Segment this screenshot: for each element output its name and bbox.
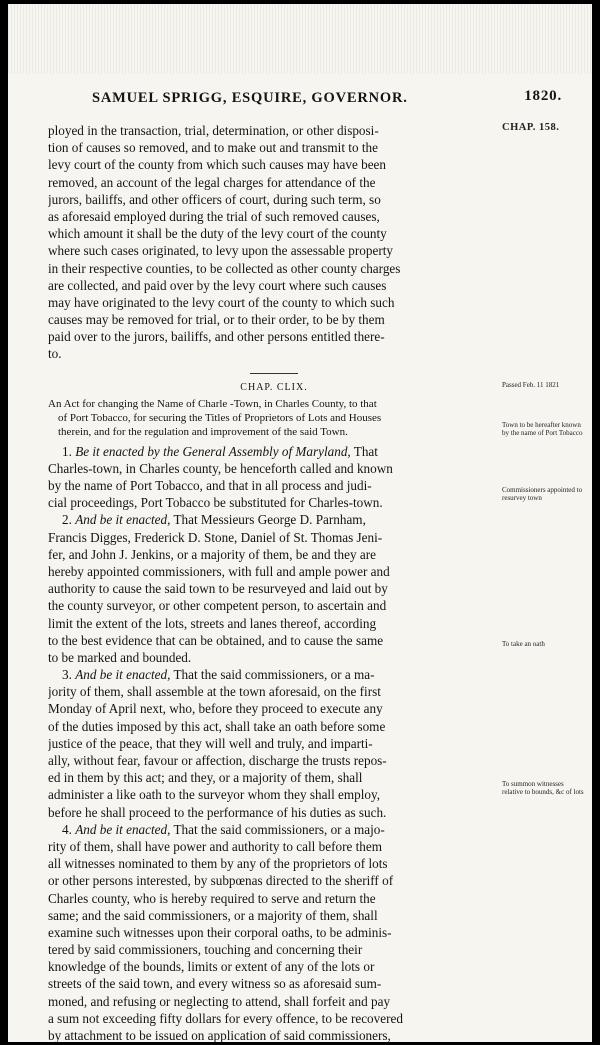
text-line: jority of them, shall assemble at the town aforesaid, on the first	[48, 684, 381, 700]
title-line: of Port Tobacco, for securing the Titles of Proprietors of Lots and Houses	[58, 411, 382, 424]
text-line: rity of them, shall have power and authority to call before them	[48, 838, 382, 854]
section-text: That the said commissioners, or a ma-	[173, 667, 375, 683]
main-text	[48, 122, 500, 1042]
margin-note-4: To summon witnesses relative to bounds, &c of lots	[502, 780, 584, 796]
section-text: That Messieurs George D. Parnham,	[173, 512, 366, 528]
section-first-line	[48, 821, 500, 838]
text-line: by attachment to be issued on application of said commissioners,	[48, 1028, 391, 1042]
section-text: That the said commissioners, or a majo-	[173, 821, 385, 837]
text-line: hereby appointed commissioners, with full and ample power and	[48, 563, 390, 579]
section-3	[48, 666, 500, 821]
continuation-paragraph	[48, 122, 500, 363]
section-number: 4.	[62, 821, 72, 837]
text-line: fer, and John J. Jenkins, or a majority of them, be and they are	[48, 546, 376, 562]
text-line: before he shall proceed to the performance of his duties as such.	[48, 804, 387, 820]
text-line: ployed in the transaction, trial, determination, or other disposi-	[48, 123, 379, 138]
text-line: cial proceedings, Port Tobacco be substituted for Charles-town.	[48, 495, 383, 511]
text-line: or other persons interested, by subpœnas directed to the sheriff of	[48, 873, 394, 889]
text-line: limit the extent of the lots, streets and lanes thereof, according	[48, 615, 377, 631]
text-line: the county surveyor, or other competent person, to ascertain and	[48, 598, 387, 614]
page-number: 1820.	[524, 88, 562, 104]
text-line: Charles-town, in Charles county, be henceforth called and known	[48, 460, 393, 476]
text-line: moned, and refusing or neglecting to attend, shall forfeit and pay	[48, 993, 391, 1009]
margin-chapter-ref: CHAP. 158.	[502, 122, 560, 133]
chapter-heading: CHAP. CLIX.	[240, 381, 308, 393]
text-line: same; and the said commissioners, or a majority of them, shall	[48, 907, 378, 923]
text-line: examine such witnesses upon their corporal oaths, to be adminis-	[48, 924, 392, 940]
section-text: That	[353, 443, 378, 459]
text-line: administer a like oath to the surveyor whom they shall employ,	[48, 787, 381, 803]
text-line: jurors, bailiffs, and other officers of court, during such term, so	[48, 191, 381, 207]
margin-note-2: Commissioners appointed to resurvey town	[502, 486, 583, 502]
text-line: in their respective counties, to be collected as other county charges	[48, 260, 401, 276]
text-line: justice of the peace, that they will well and truly, and imparti-	[48, 735, 373, 751]
text-line: Charles county, who is hereby required to serve and return the	[48, 890, 376, 906]
text-line: streets of the said town, and every witness so as aforesaid sum-	[48, 976, 382, 992]
text-line: removed, an account of the legal charges for attendance of the	[48, 174, 376, 190]
text-line: may have originated to the levy court of the county to which such	[48, 294, 395, 310]
margin-note-1: Town to be hereafter known by the name of Port Tobacco	[502, 421, 583, 437]
enacting-clause: And be it enacted,	[75, 667, 171, 683]
text-line: Monday of April next, who, before they proceed to execute any	[48, 701, 383, 717]
book-page	[8, 4, 592, 1042]
enacting-clause: Be it enacted by the General Assembly of Maryland,	[75, 443, 351, 459]
text-line: by the name of Port Tobacco, and that in all process and judi-	[48, 478, 372, 493]
enacting-clause: And be it enacted,	[75, 821, 171, 837]
text-line: Francis Digges, Frederick D. Stone, Daniel of St. Thomas Jeni-	[48, 529, 383, 545]
margin-note-passed: Passed Feb. 11 1821	[502, 381, 560, 389]
section-first-line	[48, 666, 500, 683]
text-line: ally, without fear, favour or affection, discharge the trusts repos-	[48, 753, 387, 768]
section-2	[48, 511, 500, 666]
text-line: to the best evidence that can be obtained, and to cause the same	[48, 632, 384, 648]
text-line: are collected, and paid over by the levy court where such causes	[48, 277, 387, 293]
text-line: all witnesses nominated to them by any of the proprietors of lots	[48, 856, 388, 872]
text-line: to be marked and bounded.	[48, 649, 192, 665]
section-number: 3.	[62, 667, 72, 683]
section-number: 1.	[62, 443, 72, 459]
text-line: causes may be removed for trial, or to their order, to be by them	[48, 312, 385, 328]
text-line: levy court of the county from which such causes may have been	[48, 157, 387, 173]
title-line: An Act for changing the Name of Charle -Town, in Charles County, to that	[48, 397, 377, 410]
text-line: of the duties imposed by this act, shall take an oath before some	[48, 718, 386, 734]
text-line: ed in them by this act; and they, or a majority of them, shall	[48, 770, 363, 786]
text-line: tered by said commissioners, touching and concerning their	[48, 942, 363, 958]
text-line: tion of causes so removed, and to make out and transmit to the	[48, 140, 378, 156]
text-line: authority to cause the said town to be resurveyed and laid out by	[48, 581, 388, 597]
running-header	[92, 90, 562, 107]
enacting-clause: And be it enacted,	[75, 512, 171, 528]
section-number: 2.	[62, 512, 72, 528]
chapter-divider	[250, 373, 298, 374]
running-title: SAMUEL SPRIGG, ESQUIRE, GOVERNOR.	[92, 90, 408, 106]
text-line: where such cases originated, to levy upon the assessable property	[48, 243, 393, 259]
margin-note-3: To take an oath	[502, 640, 545, 648]
spacer	[48, 363, 500, 373]
section-4	[48, 821, 500, 1042]
text-line: to.	[48, 346, 62, 362]
text-line: knowledge of the bounds, limits or extent of any of the lots or	[48, 959, 375, 975]
text-line: as aforesaid employed during the trial of such removed causes,	[48, 208, 380, 224]
text-line: paid over to the jurors, bailiffs, and other persons entitled there-	[48, 329, 385, 345]
chapter-title	[48, 397, 500, 439]
section-1	[48, 443, 500, 512]
section-first-line	[48, 511, 500, 528]
text-line: which amount it shall be the duty of the levy court of the county	[48, 226, 387, 242]
section-first-line	[48, 443, 500, 460]
text-line: a sum not exceeding fifty dollars for every offence, to be recovered	[48, 1010, 403, 1026]
scan-edge-noise	[8, 4, 592, 74]
title-line: therein, and for the regulation and improvement of the said Town.	[58, 425, 348, 438]
